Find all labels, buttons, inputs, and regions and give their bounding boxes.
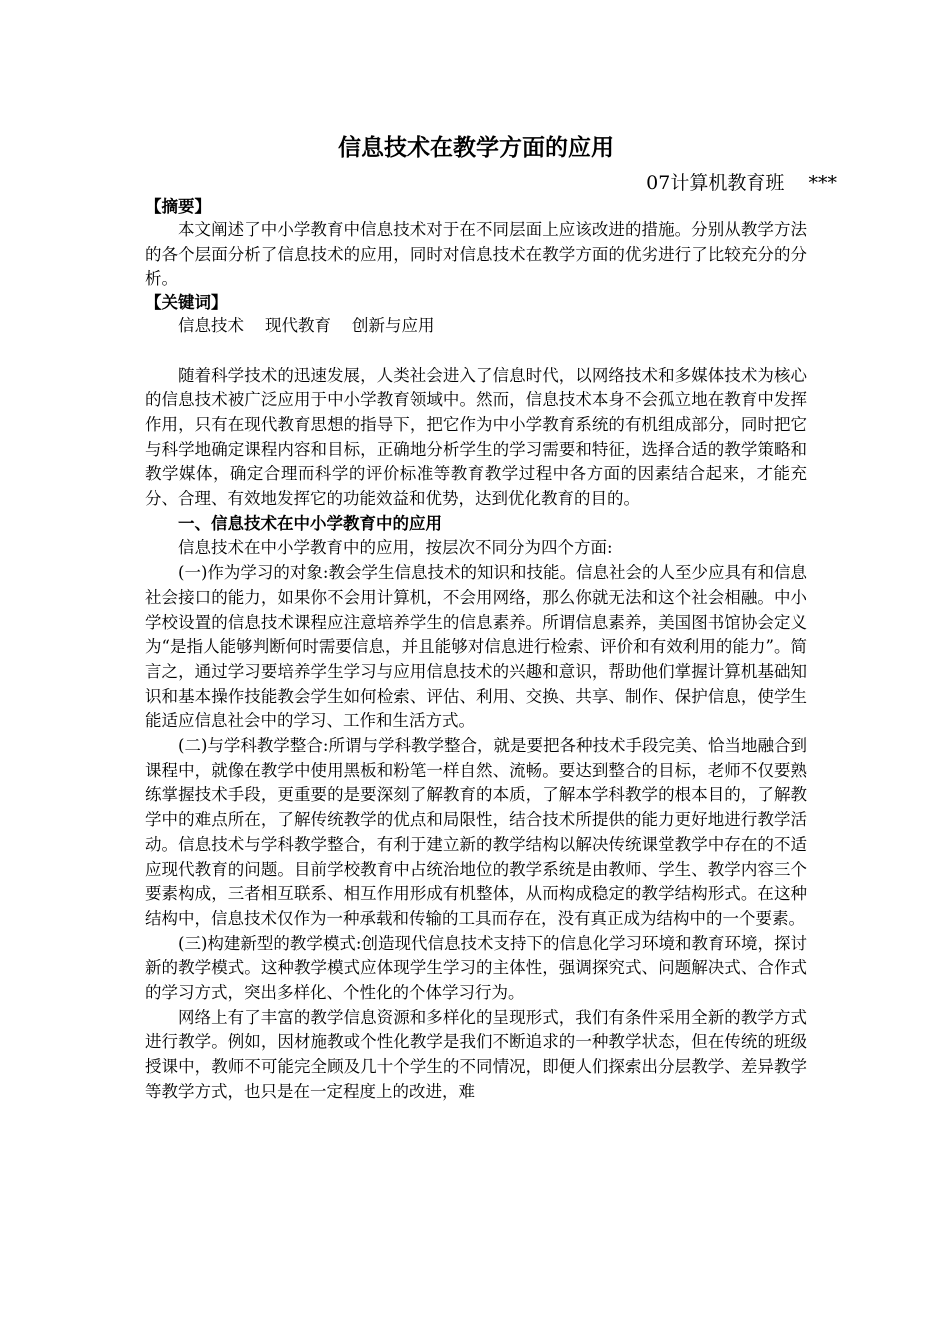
item-1-paragraph: (一)作为学习的对象:教会学生信息技术的知识和技能。信息社会的人至少应具有和信息社会接口的能力，如果你不会用计算机，不会用网络，那么你就无法和这个社会相融。中小学校设置的信息技术课程应注意培养学生的信息素养。所谓信息素养，美国图书馆协会定义为“是指人能够判断何时需要信息，并且能够对信息进行检索、评价和有效利用的能力”。简言之，通过学习要培养学生学习与应用信息技术的兴趣和意识，帮助他们掌握计算机基础知识和基本操作技能教会学生如何检索、评估、利用、交换、共享、制作、保护信息，使学生能适应信息社会中的学习、工作和生活方式。 [145,563,807,731]
section-heading-1: 一、信息技术在中小学教育中的应用 [178,513,442,533]
blank-line [145,339,807,364]
abstract-text: 本文阐述了中小学教育中信息技术对于在不同层面上应该改进的措施。分别从教学方法的各个层面分析了信息技术的应用，同时对信息技术在教学方面的优劣进行了比较充分的分析。 [145,220,807,289]
document-page [145,128,837,1105]
intro-paragraph: 随着科学技术的迅速发展，人类社会进入了信息时代，以网络技术和多媒体技术为核心的信息技术被广泛应用于中小学教育领域中。然而，信息技术本身不会孤立地在教育中发挥作用，只有在现代教育思想的指导下，把它作为中小学教育系统的有机组成部分，同时把它与科学地确定课程内容和目标，正确地分析学生的学习需要和特征，选择合适的教学策略和教学媒体，确定合理而科学的评价标准等教育教学过程中各方面的因素结合起来，才能充分、合理、有效地发挥它的功能效益和优势，达到优化教育的目的。 [145,365,807,509]
document-title: 信息技术在教学方面的应用 [338,135,614,161]
item-2-paragraph: (二)与学科教学整合:所谓与学科教学整合，就是要把各种技术手段完美、恰当地融合到课程中，就像在教学中使用黑板和粉笔一样自然、流畅。要达到整合的目标，老师不仅要熟练掌握技术手段，更重要的是要深刻了解教育的本质，了解本学科教学的根本目的，了解教学中的难点所在，了解传统教学的优点和局限性，结合技术所提供的能力更好地进行教学活动。信息技术与学科教学整合，有利于建立新的教学结构以解决传统课堂教学中存在的不适应现代教育的问题。目前学校教育中占统治地位的教学系统是由教师、学生、教学内容三个要素构成，三者相互联系、相互作用形成有机整体，从而构成稳定的教学结构形式。在这种结构中，信息技术仅作为一种承载和传输的工具而存在，没有真正成为结构中的一个要素。 [145,736,807,928]
author-line: 07计算机教育班 *** [646,172,837,194]
item-3-paragraph: (三)构建新型的教学模式:创造现代信息技术支持下的信息化学习环境和教育环境，探讨新的教学模式。这种教学模式应体现学生学习的主体性，强调探究式、问题解决式、合作式的学习方式，突出多样化、个性化的个体学习行为。 [145,933,807,1003]
keywords-text: 信息技术 现代教育 创新与应用 [178,316,435,336]
abstract-label: 【摘要】 [145,197,211,216]
section-1-intro: 信息技术在中小学教育中的应用，按层次不同分为四个方面: [178,538,613,558]
network-paragraph: 网络上有了丰富的教学信息资源和多样化的呈现形式，我们有条件采用全新的教学方式进行教学。例如，因材施教或个性化教学是我们不断追求的一种教学状态，但在传统的班级授课中，教师不可能完全顾及几十个学生的不同情况，即便人们探索出分层教学、差异教学等教学方式，也只是在一定程度上的改进，难 [145,1007,807,1101]
keywords-label: 【关键词】 [145,293,228,313]
